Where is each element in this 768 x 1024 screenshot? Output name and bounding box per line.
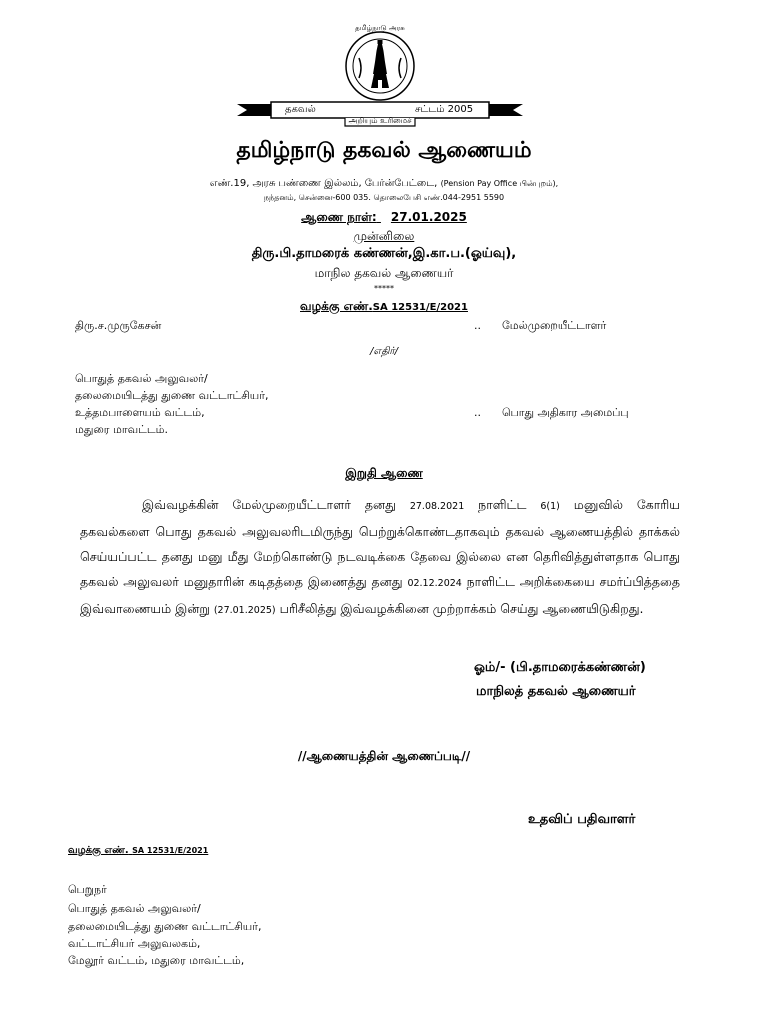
order-date	[0, 210, 768, 226]
final-order-text-3: மனுவில் கோரிய தகவல்களை பொது தகவல் அலுவலரிடமிருந்து பெற்றுக்கொண்டதாகவும் தகவல் ஆணையத்தில் தாக்கல் செய்யப்பட்ட தனது மனு மீது மேற்கொண்டு நடவடிக்கை தேவை இல்லை என தெரிவித்துள்ளதாக பொது தகவல் அலுவலர் மனுதாரின் கடிதத்தை இணைத்து தனது	[80, 497, 680, 589]
final-order-heading: இறுதி ஆணை	[345, 466, 423, 480]
recipient-line-4: மேலூர் வட்டம், மதுரை மாவட்டம்,	[68, 954, 245, 967]
respondent-line-3: உத்தமபாளையம் வட்டம்,	[75, 406, 205, 419]
footer-case-label: வழக்கு எண்.	[68, 845, 129, 856]
final-order-paragraph	[80, 492, 680, 623]
recipient-line-1: பொதுத் தகவல் அலுவலர்/	[68, 902, 201, 915]
final-order-date-1: 27.08.2021	[409, 501, 465, 512]
by-order-text: //ஆணையத்தின் ஆணைப்படி//	[297, 749, 471, 763]
address-line-2: நந்தனம், சென்னை-600 035. தொலைபேசி எண்.044-2951 5590	[263, 193, 505, 202]
versus-label: /எதிர்/	[370, 346, 398, 357]
footer-case-number	[68, 845, 208, 857]
appellant-name: திரு.ச.முருகேசன்	[75, 319, 162, 332]
emblem-banner-bottom: அறியும் உரிமைச்	[348, 116, 412, 125]
final-order-text-5: பரிசீலித்து இவ்வழக்கினை முற்றாக்கம் செய்து ஆணையிடுகிறது.	[275, 601, 644, 616]
final-order-text-2: நாளிட்ட	[464, 497, 541, 512]
case-number-value: SA 12531/E/2021	[372, 302, 468, 313]
tamil-nadu-seal-icon	[235, 18, 525, 130]
emblem-banner-left: தகவல்	[285, 104, 316, 115]
respondent-line-2: தலைமையிடத்து துணை வட்டாட்சியர்,	[75, 389, 269, 402]
final-order-date-2: 02.12.2024	[407, 578, 462, 589]
final-order-date-3: (27.01.2025)	[213, 605, 276, 616]
appellant-sep: ..	[474, 319, 481, 332]
commissioner-designation: மாநில தகவல் ஆணையர்	[314, 266, 454, 280]
order-date-value: 27.01.2025	[390, 210, 467, 224]
emblem	[235, 18, 525, 130]
signature-line-2: மாநிலத் தகவல் ஆணையர்	[476, 684, 636, 699]
recipient-line-2: தலைமையிடத்து துணை வட்டாட்சியர்,	[68, 920, 262, 933]
address-line-1-note: (Pension Pay Office பின்புறம்),	[440, 179, 559, 188]
respondent-role: பொது அதிகார அமைப்பு	[502, 406, 629, 419]
registrar-title: உதவிப் பதிவாளர்	[528, 812, 636, 827]
respondent-line-4: மதுரை மாவட்டம்.	[75, 423, 168, 436]
respondent-sep: ..	[474, 406, 481, 419]
address-line-1-main: எண்.19, அரசு பண்ணை இல்லம், பேர்ன்பேட்டை,	[209, 178, 438, 189]
footer-case-value: SA 12531/E/2021	[132, 846, 209, 855]
separator-stars: *****	[374, 284, 394, 293]
final-order-text-4: நாளிட்ட அறிக்கையை சமர்ப்பித்ததை இவ்வாணையம் இன்று	[80, 574, 680, 616]
emblem-banner-right: சட்டம் 2005	[415, 104, 474, 115]
appellant-role: மேல்முறையீட்டாளர்	[502, 319, 607, 332]
order-date-label: ஆணை நாள்:	[301, 210, 377, 224]
commissioner-name: திரு.பி.தாமரைக் கண்ணன்,இ.கா.ப.(ஓய்வு),	[251, 246, 517, 261]
case-number-label: வழக்கு எண்.	[300, 299, 373, 313]
signature-line-1: ஓம்/- (பி.தாமரைக்கண்ணன்)	[474, 660, 646, 675]
final-order-text-1: இவ்வழக்கின் மேல்முறையீட்டாளர் தனது	[142, 497, 410, 512]
respondent-line-1: பொதுத் தகவல் அலுவலர்/	[75, 372, 208, 385]
recipient-heading: பெறுநர்	[68, 883, 107, 896]
final-order-section: 6(1)	[540, 501, 560, 512]
presence-heading: முன்னிலை	[353, 229, 415, 243]
recipient-line-3: வட்டாட்சியர் அலுவலகம்,	[68, 937, 201, 950]
page-title: தமிழ்நாடு தகவல் ஆணையம்	[236, 138, 532, 163]
address-line-1	[0, 178, 768, 190]
emblem-seal-text: தமிழ்நாடு அரசு	[355, 24, 405, 32]
case-number	[0, 299, 768, 315]
